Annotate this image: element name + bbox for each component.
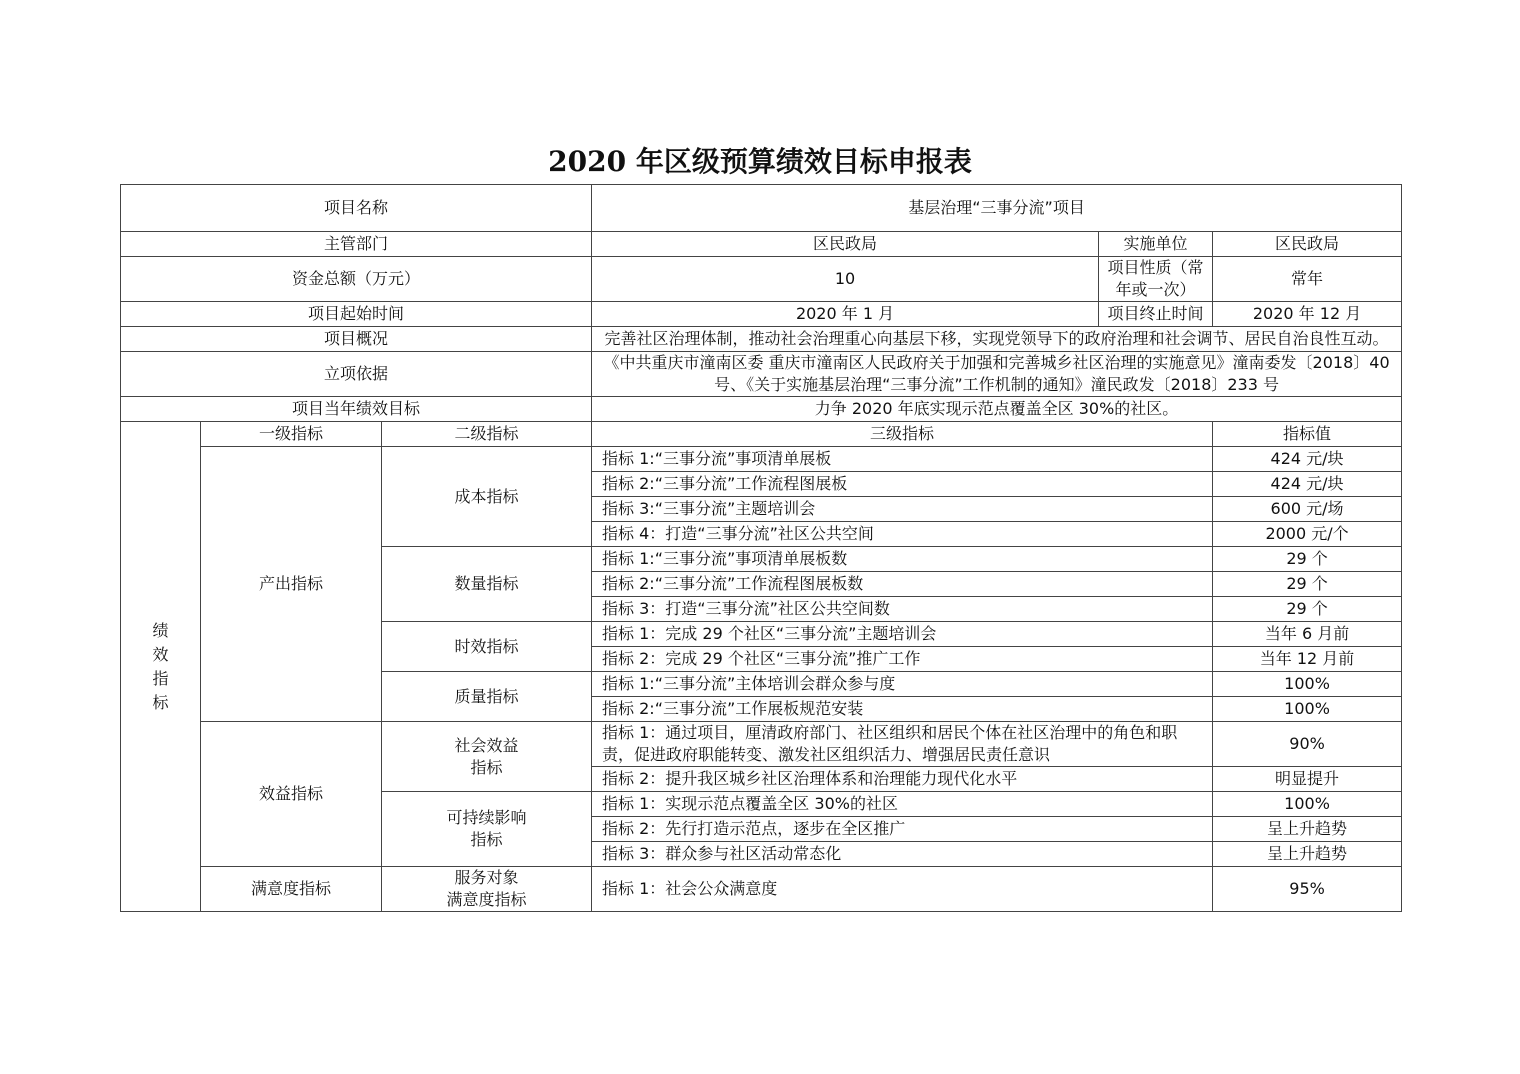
indicator-value: 呈上升趋势	[1213, 817, 1402, 842]
header-value: 指标值	[1213, 422, 1402, 447]
basis-value: 《中共重庆市潼南区委 重庆市潼南区人民政府关于加强和完善城乡社区治理的实施意见》潼南委发〔2018〕40 号、《关于实施基层治理“三事分流”工作机制的通知》潼民政发〔2018〕233 号	[592, 352, 1402, 397]
cost-indicator-label: 成本指标	[382, 447, 592, 547]
indicator-text: 指标 2:“三事分流”工作流程图展板数	[592, 572, 1213, 597]
overview-value: 完善社区治理体制，推动社会治理重心向基层下移，实现党领导下的政府治理和社会调节、居民自治良性互动。	[592, 327, 1402, 352]
end-label: 项目终止时间	[1099, 302, 1213, 327]
indicator-value: 100%	[1213, 672, 1402, 697]
benefit-indicator-label: 效益指标	[201, 722, 382, 867]
table-row	[121, 257, 1402, 302]
project-name-value: 基层治理“三事分流”项目	[592, 185, 1402, 232]
satisfaction-indicator-label: 满意度指标	[201, 867, 382, 912]
indicator-text: 指标 1：社会公众满意度	[592, 867, 1213, 912]
indicator-value: 424 元/块	[1213, 472, 1402, 497]
nature-value: 常年	[1213, 257, 1402, 302]
goal-label: 项目当年绩效目标	[121, 397, 592, 422]
service-label-line2: 满意度指标	[446, 890, 527, 909]
header-level2: 二级指标	[382, 422, 592, 447]
fund-label: 资金总额（万元）	[121, 257, 592, 302]
indicator-value: 29 个	[1213, 572, 1402, 597]
service-label-line1: 服务对象	[454, 868, 519, 887]
indicator-text: 指标 1:“三事分流”事项清单展板	[592, 447, 1213, 472]
indicator-value: 当年 12 月前	[1213, 647, 1402, 672]
header-level3: 三级指标	[592, 422, 1213, 447]
indicator-value: 100%	[1213, 792, 1402, 817]
indicator-text: 指标 2：先行打造示范点，逐步在全区推广	[592, 817, 1213, 842]
indicator-value: 600 元/场	[1213, 497, 1402, 522]
indicator-text: 指标 1：实现示范点覆盖全区 30%的社区	[592, 792, 1213, 817]
quality-indicator-label: 质量指标	[382, 672, 592, 722]
nature-label: 项目性质（常年或一次）	[1099, 257, 1213, 302]
impl-value: 区民政局	[1213, 232, 1402, 257]
table-row	[121, 397, 1402, 422]
indicator-text: 指标 1:“三事分流”事项清单展板数	[592, 547, 1213, 572]
sustainable-indicator-label	[382, 792, 592, 867]
sustainable-label-line1: 可持续影响	[446, 808, 527, 827]
indicator-value: 424 元/块	[1213, 447, 1402, 472]
performance-indicator-text: 绩效指标	[152, 620, 169, 712]
indicator-value: 呈上升趋势	[1213, 842, 1402, 867]
table-row	[121, 185, 1402, 232]
indicator-text: 指标 1：通过项目，厘清政府部门、社区组织和居民个体在社区治理中的角色和职责，促进政府职能转变、激发社区组织活力、增强居民责任意识	[592, 722, 1213, 767]
basis-label: 立项依据	[121, 352, 592, 397]
indicator-text: 指标 1：完成 29 个社区“三事分流”主题培训会	[592, 622, 1213, 647]
timeliness-indicator-label: 时效指标	[382, 622, 592, 672]
performance-indicator-label	[121, 422, 201, 912]
table-row	[121, 867, 1402, 912]
indicator-text: 指标 1:“三事分流”主体培训会群众参与度	[592, 672, 1213, 697]
indicator-text: 指标 4：打造“三事分流”社区公共空间	[592, 522, 1213, 547]
indicator-text: 指标 3：群众参与社区活动常态化	[592, 842, 1213, 867]
project-name-label: 项目名称	[121, 185, 592, 232]
service-indicator-label	[382, 867, 592, 912]
table-row	[121, 327, 1402, 352]
table-row	[121, 232, 1402, 257]
indicator-value: 29 个	[1213, 597, 1402, 622]
impl-label: 实施单位	[1099, 232, 1213, 257]
indicator-text: 指标 2:“三事分流”工作流程图展板	[592, 472, 1213, 497]
indicator-value: 90%	[1213, 722, 1402, 767]
table-row	[121, 302, 1402, 327]
end-value: 2020 年 12 月	[1213, 302, 1402, 327]
social-label-line1: 社会效益	[454, 735, 519, 755]
indicator-value: 29 个	[1213, 547, 1402, 572]
overview-label: 项目概况	[121, 327, 592, 352]
goal-value: 力争 2020 年底实现示范点覆盖全区 30%的社区。	[592, 397, 1402, 422]
indicator-value: 2000 元/个	[1213, 522, 1402, 547]
dept-label: 主管部门	[121, 232, 592, 257]
indicator-text: 指标 2:“三事分流”工作展板规范安装	[592, 697, 1213, 722]
indicator-text: 指标 2：提升我区城乡社区治理体系和治理能力现代化水平	[592, 767, 1213, 792]
table-row	[121, 352, 1402, 397]
indicator-value: 100%	[1213, 697, 1402, 722]
indicator-value: 95%	[1213, 867, 1402, 912]
table-row	[121, 722, 1402, 767]
sustainable-label-line2: 指标	[470, 830, 503, 849]
indicator-text: 指标 2：完成 29 个社区“三事分流”推广工作	[592, 647, 1213, 672]
header-level1: 一级指标	[201, 422, 382, 447]
budget-performance-table	[120, 184, 1402, 912]
table-row	[121, 422, 1402, 447]
indicator-value: 当年 6 月前	[1213, 622, 1402, 647]
output-indicator-label: 产出指标	[201, 447, 382, 722]
table-row	[121, 447, 1402, 472]
quantity-indicator-label: 数量指标	[382, 547, 592, 622]
page-title: 2020 年区级预算绩效目标申报表	[548, 145, 972, 178]
fund-value: 10	[592, 257, 1099, 302]
social-label-line2: 指标	[470, 757, 503, 777]
social-indicator-label	[382, 722, 592, 792]
indicator-text: 指标 3：打造“三事分流”社区公共空间数	[592, 597, 1213, 622]
start-label: 项目起始时间	[121, 302, 592, 327]
indicator-text: 指标 3:“三事分流”主题培训会	[592, 497, 1213, 522]
indicator-value: 明显提升	[1213, 767, 1402, 792]
dept-value: 区民政局	[592, 232, 1099, 257]
start-value: 2020 年 1 月	[592, 302, 1099, 327]
